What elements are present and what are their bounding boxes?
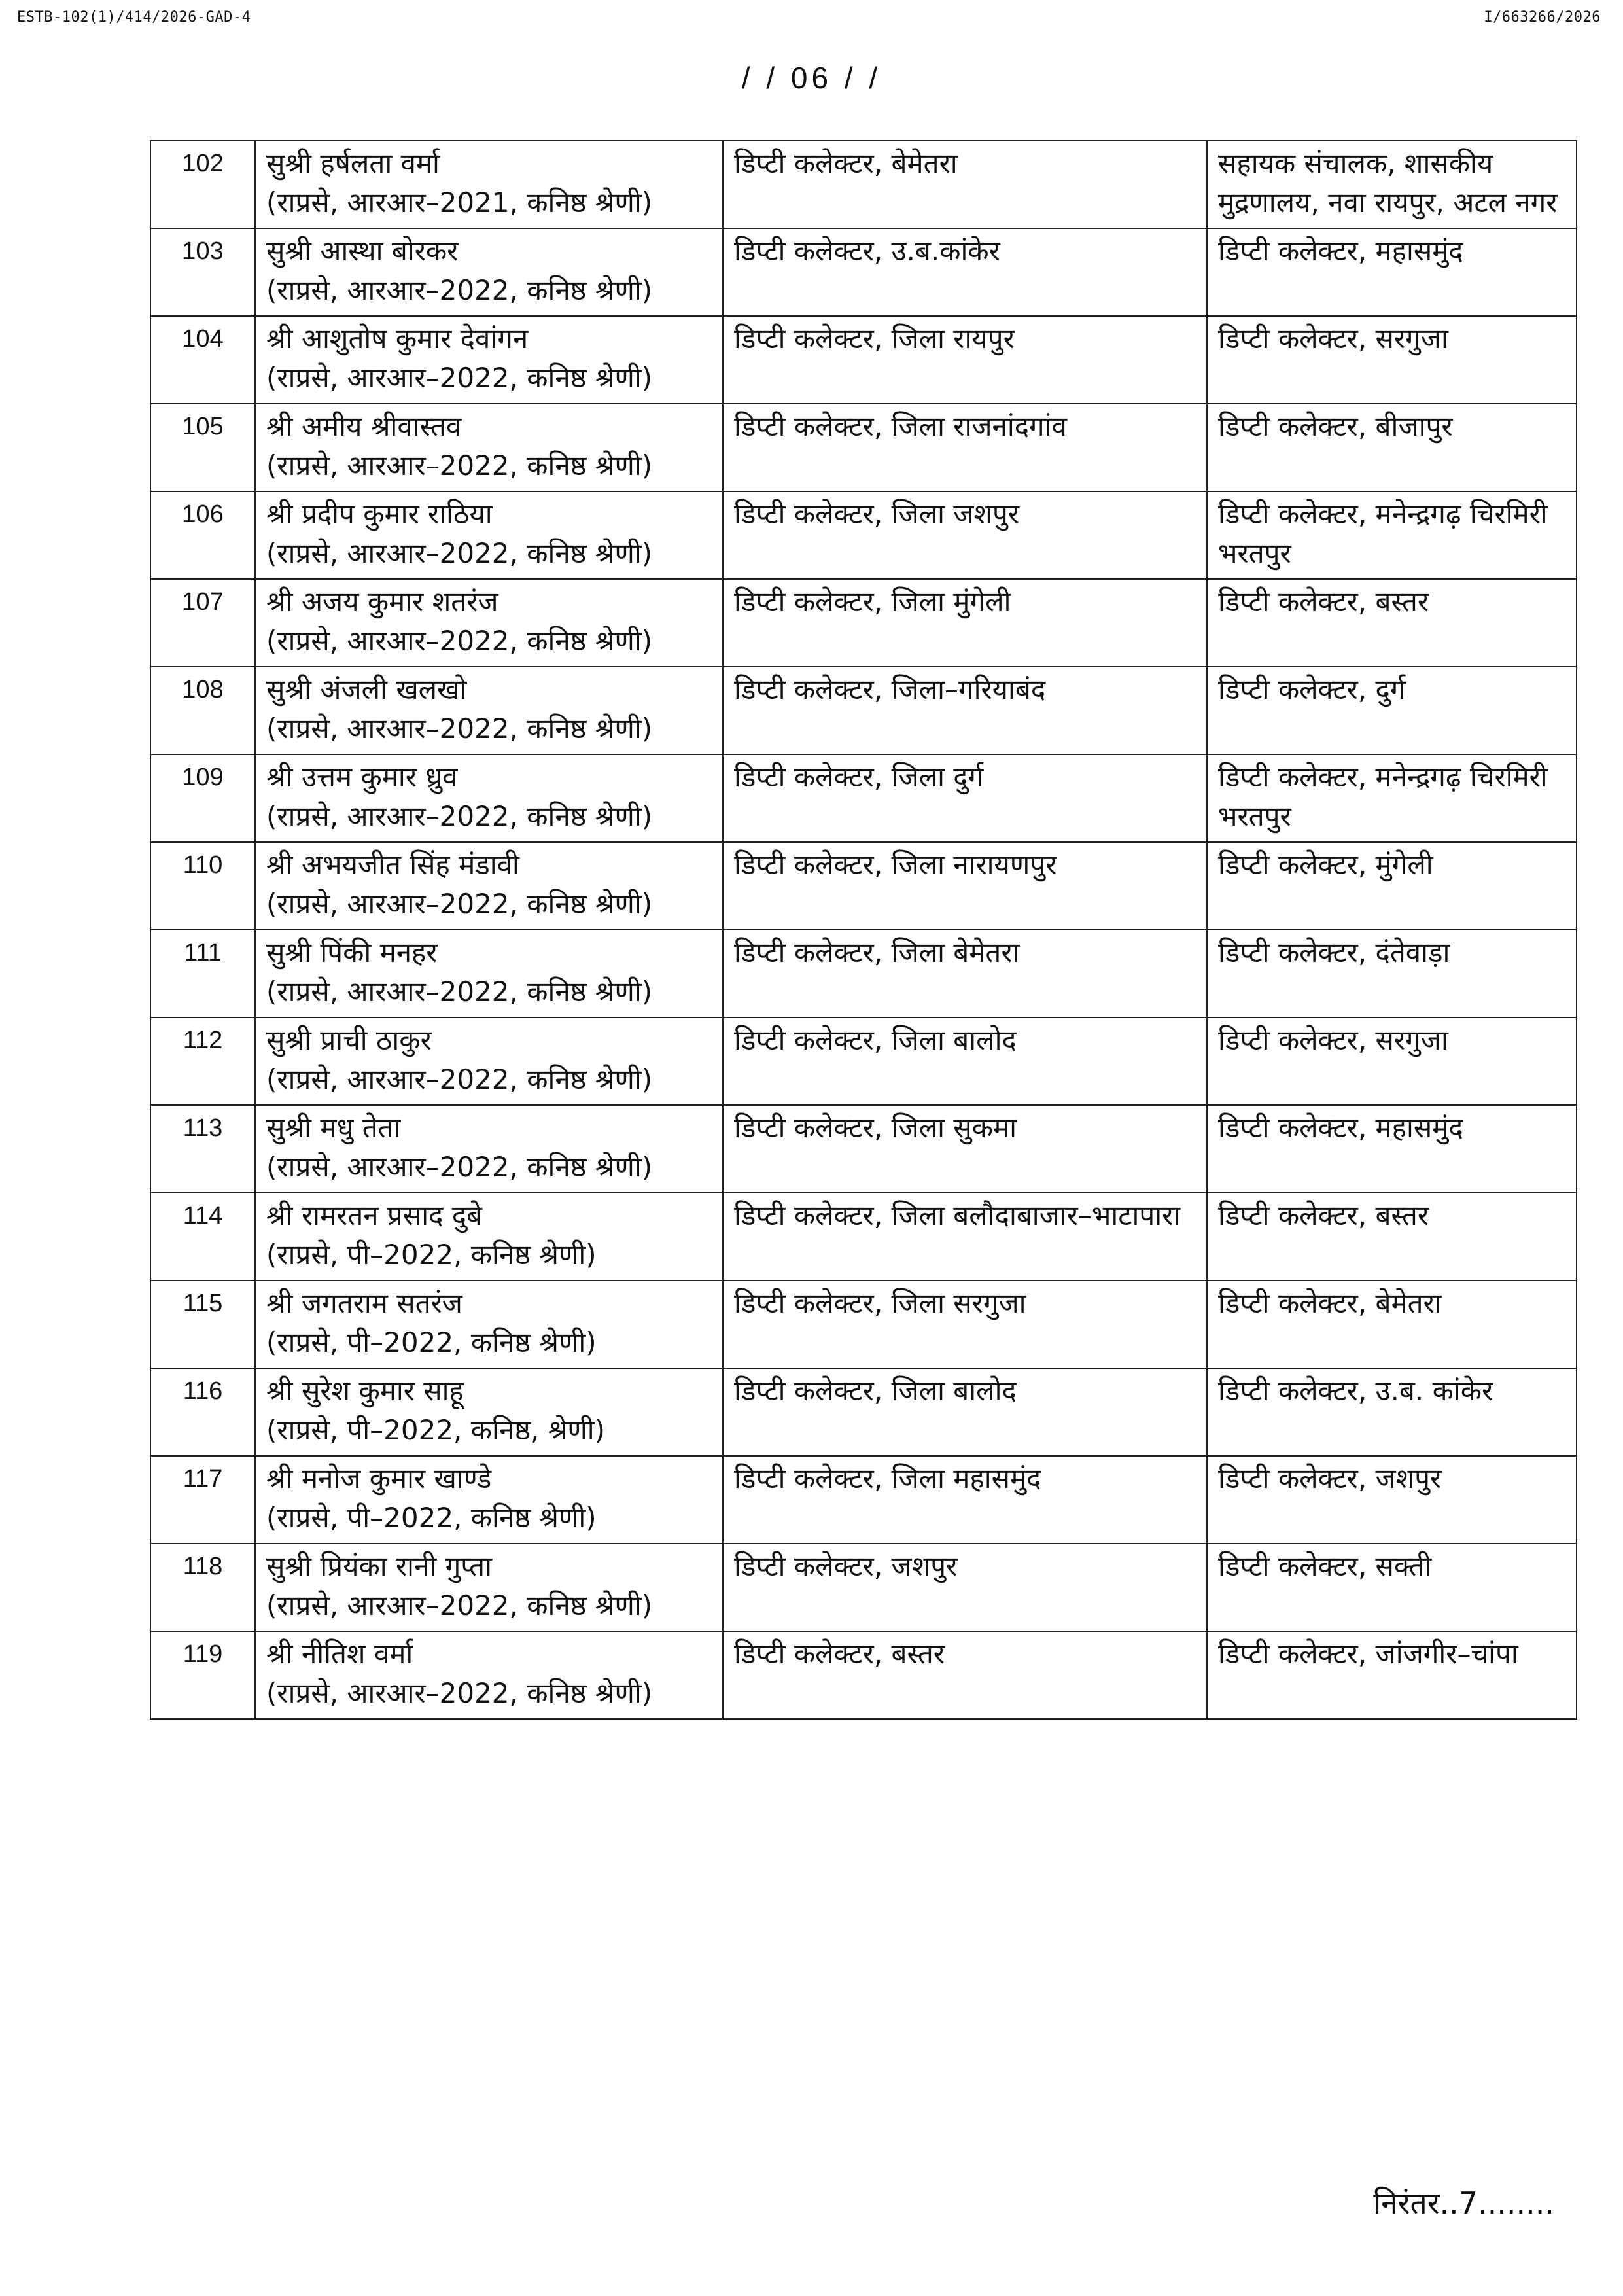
serial-number: 103 — [150, 228, 255, 316]
serial-number: 116 — [150, 1368, 255, 1456]
service-category: (राप्रसे, आरआर–2022, कनिष्ठ श्रेणी) — [266, 274, 653, 306]
service-category: (राप्रसे, आरआर–2022, कनिष्ठ श्रेणी) — [266, 976, 653, 1008]
officer-name: सुश्री प्रियंका रानी गुप्ता — [266, 1550, 492, 1582]
current-posting: डिप्टी कलेक्टर, जिला राजनांदगांव — [723, 404, 1207, 491]
officer-name: श्री रामरतन प्रसाद दुबे — [266, 1199, 483, 1231]
officer-cell — [255, 1105, 723, 1193]
officer-cell — [255, 1280, 723, 1368]
new-posting: डिप्टी कलेक्टर, मनेन्द्रगढ़ चिरमिरी भरतपुर — [1207, 491, 1577, 579]
serial-number: 112 — [150, 1017, 255, 1105]
new-posting: डिप्टी कलेक्टर, उ.ब. कांकेर — [1207, 1368, 1577, 1456]
new-posting: डिप्टी कलेक्टर, जशपुर — [1207, 1456, 1577, 1544]
officer-cell — [255, 491, 723, 579]
service-category: (राप्रसे, पी–2022, कनिष्ठ श्रेणी) — [266, 1502, 597, 1534]
officer-cell — [255, 404, 723, 491]
new-posting: डिप्टी कलेक्टर, महासमुंद — [1207, 1105, 1577, 1193]
current-posting: डिप्टी कलेक्टर, जिला सुकमा — [723, 1105, 1207, 1193]
table-row — [150, 141, 1577, 228]
current-posting: डिप्टी कलेक्टर, जिला महासमुंद — [723, 1456, 1207, 1544]
service-category: (राप्रसे, आरआर–2022, कनिष्ठ श्रेणी) — [266, 1589, 653, 1621]
officer-name: श्री अजय कुमार शतरंज — [266, 586, 498, 618]
service-category: (राप्रसे, आरआर–2022, कनिष्ठ श्रेणी) — [266, 362, 653, 394]
officer-cell — [255, 579, 723, 667]
new-posting: डिप्टी कलेक्टर, मनेन्द्रगढ़ चिरमिरी भरतपुर — [1207, 754, 1577, 842]
transfer-table-body — [150, 141, 1577, 1719]
officer-cell — [255, 1017, 723, 1105]
current-posting: डिप्टी कलेक्टर, जशपुर — [723, 1544, 1207, 1631]
officer-name: सुश्री हर्षलता वर्मा — [266, 147, 440, 179]
table-row — [150, 754, 1577, 842]
officer-cell — [255, 842, 723, 930]
serial-number: 111 — [150, 930, 255, 1017]
table-row — [150, 1544, 1577, 1631]
new-posting: डिप्टी कलेक्टर, मुंगेली — [1207, 842, 1577, 930]
table-row — [150, 1280, 1577, 1368]
officer-name: श्री नीतिश वर्मा — [266, 1638, 413, 1670]
table-row — [150, 579, 1577, 667]
serial-number: 109 — [150, 754, 255, 842]
serial-number: 119 — [150, 1631, 255, 1719]
officer-cell — [255, 316, 723, 404]
new-posting: डिप्टी कलेक्टर, सरगुजा — [1207, 316, 1577, 404]
serial-number: 117 — [150, 1456, 255, 1544]
new-posting: डिप्टी कलेक्टर, सरगुजा — [1207, 1017, 1577, 1105]
officer-name: श्री आशुतोष कुमार देवांगन — [266, 323, 529, 355]
officer-cell — [255, 1631, 723, 1719]
officer-name: श्री जगतराम सतरंज — [266, 1287, 462, 1319]
serial-number: 118 — [150, 1544, 255, 1631]
table-row — [150, 667, 1577, 754]
table-row — [150, 404, 1577, 491]
service-category: (राप्रसे, पी–2022, कनिष्ठ श्रेणी) — [266, 1326, 597, 1358]
page-number: / / 06 / / — [741, 61, 882, 95]
table-row — [150, 228, 1577, 316]
officer-cell — [255, 1456, 723, 1544]
serial-number: 105 — [150, 404, 255, 491]
officer-name: सुश्री मधु तेता — [266, 1112, 401, 1144]
serial-number: 104 — [150, 316, 255, 404]
current-posting: डिप्टी कलेक्टर, जिला बेमेतरा — [723, 930, 1207, 1017]
new-posting: सहायक संचालक, शासकीय मुद्रणालय, नवा रायपुर, अटल नगर — [1207, 141, 1577, 228]
officer-cell — [255, 1544, 723, 1631]
current-posting: डिप्टी कलेक्टर, जिला सरगुजा — [723, 1280, 1207, 1368]
service-category: (राप्रसे, आरआर–2022, कनिष्ठ श्रेणी) — [266, 1151, 653, 1183]
officer-name: सुश्री पिंकी मनहर — [266, 936, 438, 968]
service-category: (राप्रसे, आरआर–2022, कनिष्ठ श्रेणी) — [266, 888, 653, 920]
new-posting: डिप्टी कलेक्टर, दंतेवाड़ा — [1207, 930, 1577, 1017]
officer-name: श्री सुरेश कुमार साहू — [266, 1375, 464, 1407]
officer-cell — [255, 1368, 723, 1456]
current-posting: डिप्टी कलेक्टर, जिला मुंगेली — [723, 579, 1207, 667]
new-posting: डिप्टी कलेक्टर, बेमेतरा — [1207, 1280, 1577, 1368]
new-posting: डिप्टी कलेक्टर, दुर्ग — [1207, 667, 1577, 754]
serial-number: 115 — [150, 1280, 255, 1368]
current-posting: डिप्टी कलेक्टर, जिला–गरियाबंद — [723, 667, 1207, 754]
service-category: (राप्रसे, आरआर–2022, कनिष्ठ श्रेणी) — [266, 625, 653, 657]
transfer-table — [150, 140, 1577, 1720]
table-row — [150, 1017, 1577, 1105]
new-posting: डिप्टी कलेक्टर, महासमुंद — [1207, 228, 1577, 316]
table-row — [150, 930, 1577, 1017]
service-category: (राप्रसे, पी–2022, कनिष्ठ श्रेणी) — [266, 1239, 597, 1271]
current-posting: डिप्टी कलेक्टर, जिला रायपुर — [723, 316, 1207, 404]
serial-number: 102 — [150, 141, 255, 228]
officer-cell — [255, 930, 723, 1017]
current-posting: डिप्टी कलेक्टर, जिला बालोद — [723, 1368, 1207, 1456]
officer-name: श्री अभयजीत सिंह मंडावी — [266, 849, 519, 881]
serial-number: 113 — [150, 1105, 255, 1193]
new-posting: डिप्टी कलेक्टर, सक्ती — [1207, 1544, 1577, 1631]
current-posting: डिप्टी कलेक्टर, जिला दुर्ग — [723, 754, 1207, 842]
new-posting: डिप्टी कलेक्टर, बीजापुर — [1207, 404, 1577, 491]
officer-cell — [255, 141, 723, 228]
current-posting: डिप्टी कलेक्टर, जिला बलौदाबाजार–भाटापारा — [723, 1193, 1207, 1280]
officer-name: सुश्री अंजली खलखो — [266, 673, 467, 705]
serial-number: 107 — [150, 579, 255, 667]
current-posting: डिप्टी कलेक्टर, उ.ब.कांकेर — [723, 228, 1207, 316]
service-category: (राप्रसे, आरआर–2022, कनिष्ठ श्रेणी) — [266, 1063, 653, 1095]
serial-number: 110 — [150, 842, 255, 930]
officer-cell — [255, 754, 723, 842]
new-posting: डिप्टी कलेक्टर, बस्तर — [1207, 579, 1577, 667]
officer-name: श्री अमीय श्रीवास्तव — [266, 410, 462, 442]
table-row — [150, 1631, 1577, 1719]
officer-name: श्री उत्तम कुमार ध्रुव — [266, 761, 458, 793]
current-posting: डिप्टी कलेक्टर, बस्तर — [723, 1631, 1207, 1719]
service-category: (राप्रसे, पी–2022, कनिष्ठ, श्रेणी) — [266, 1414, 606, 1446]
table-row — [150, 842, 1577, 930]
file-reference: ESTB-102(1)/414/2026-GAD-4 — [17, 9, 251, 26]
officer-cell — [255, 228, 723, 316]
officer-name: श्री मनोज कुमार खाण्डे — [266, 1462, 492, 1494]
new-posting: डिप्टी कलेक्टर, जांजगीर–चांपा — [1207, 1631, 1577, 1719]
table-row — [150, 316, 1577, 404]
table-row — [150, 1368, 1577, 1456]
current-posting: डिप्टी कलेक्टर, बेमेतरा — [723, 141, 1207, 228]
table-row — [150, 491, 1577, 579]
service-category: (राप्रसे, आरआर–2021, कनिष्ठ श्रेणी) — [266, 186, 653, 219]
officer-cell — [255, 1193, 723, 1280]
officer-name: सुश्री आस्था बोरकर — [266, 235, 459, 267]
officer-name: श्री प्रदीप कुमार राठिया — [266, 498, 493, 530]
current-posting: डिप्टी कलेक्टर, जिला बालोद — [723, 1017, 1207, 1105]
continued-note: निरंतर..7........ — [1373, 2185, 1554, 2221]
serial-number: 106 — [150, 491, 255, 579]
current-posting: डिप्टी कलेक्टर, जिला जशपुर — [723, 491, 1207, 579]
table-row — [150, 1105, 1577, 1193]
service-category: (राप्रसे, आरआर–2022, कनिष्ठ श्रेणी) — [266, 713, 653, 745]
new-posting: डिप्टी कलेक्टर, बस्तर — [1207, 1193, 1577, 1280]
service-category: (राप्रसे, आरआर–2022, कनिष्ठ श्रेणी) — [266, 1677, 653, 1709]
service-category: (राप्रसे, आरआर–2022, कनिष्ठ श्रेणी) — [266, 800, 653, 832]
service-category: (राप्रसे, आरआर–2022, कनिष्ठ श्रेणी) — [266, 537, 653, 569]
serial-number: 114 — [150, 1193, 255, 1280]
table-row — [150, 1456, 1577, 1544]
current-posting: डिप्टी कलेक्टर, जिला नारायणपुर — [723, 842, 1207, 930]
document-reference: I/663266/2026 — [1484, 9, 1601, 26]
officer-name: सुश्री प्राची ठाकुर — [266, 1024, 432, 1056]
service-category: (राप्रसे, आरआर–2022, कनिष्ठ श्रेणी) — [266, 450, 653, 482]
serial-number: 108 — [150, 667, 255, 754]
officer-cell — [255, 667, 723, 754]
table-row — [150, 1193, 1577, 1280]
